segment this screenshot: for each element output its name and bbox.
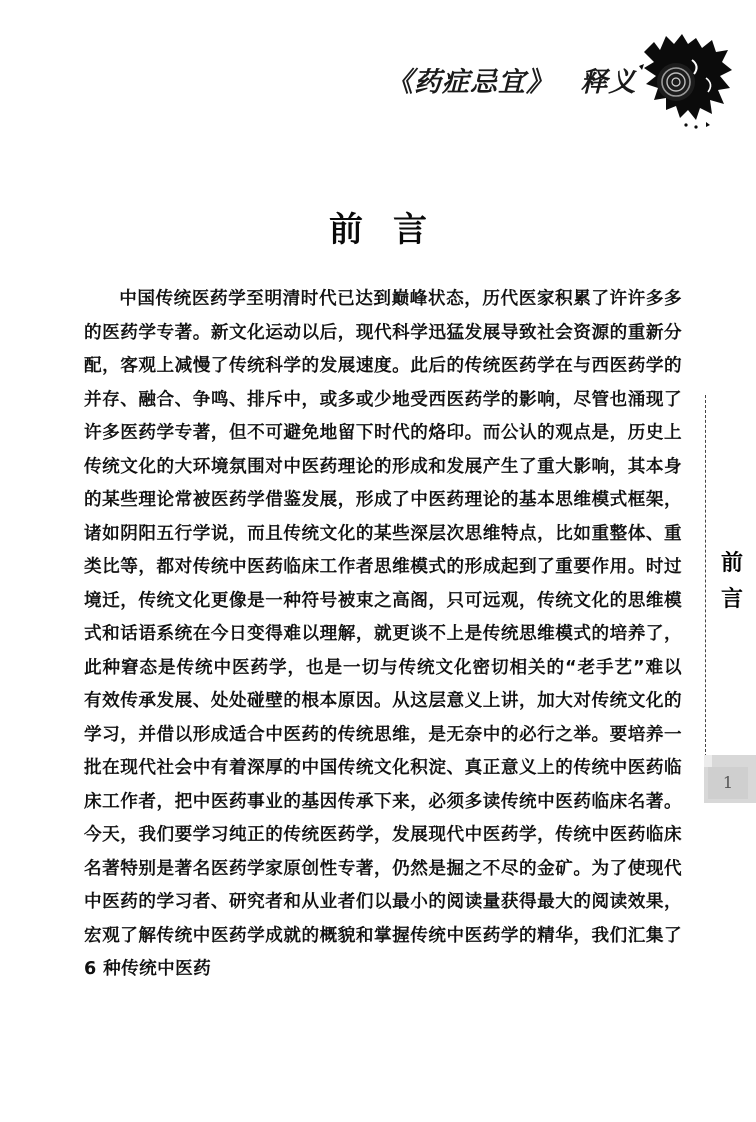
book-title: 《药症忌宜》 bbox=[386, 67, 554, 98]
running-header bbox=[386, 60, 636, 99]
side-section-label: 前言 bbox=[720, 550, 743, 612]
page-number: 1 bbox=[708, 767, 748, 799]
page-tab-notch bbox=[704, 755, 712, 767]
flower-ornament-icon bbox=[636, 30, 734, 130]
side-rule-divider bbox=[705, 395, 706, 757]
page-title: 前言 bbox=[329, 210, 457, 250]
body-paragraph: 中国传统医药学至明清时代已达到巅峰状态，历代医家积累了许许多多的医药学专著。新文化运动以后，现代科学迅猛发展导致社会资源的重新分配，客观上减慢了传统科学的发展速度。此后的传统医药学在与西医药学的并存、融合、争鸣、排斥中，或多或少地受西医药学的影响，尽管也涌现了许多医药学专著，但不可避免地留下时代的烙印。而公认的观点是，历史上传统文化的大环境氛围对中医药理论的形成和发展产生了重大影响，其本身的某些理论常被医药学借鉴发展，形成了中医药理论的基本思维模式框架，诸如阴阳五行学说，而且传统文化的某些深层次思维特点，比如重整体、重类比等，都对传统中医药临床工作者思维模式的形成起到了重要作用。时过境迁，传统文化更像是一种符号被束之高阁，只可远观，传统文化的思维模式和话语系统在今日变得难以理解，就更谈不上是传统思维模式的培养了，此种窘态是传统中医药学，也是一切与传统文化密切相关的“老手艺”难以有效传承发展、处处碰壁的根本原因。从这层意义上讲，加大对传统文化的学习，并借以形成适合中医药的传统思维，是无奈中的必行之举。要培养一批在现代社会中有着深厚的中国传统文化积淀、真正意义上的传统中医药临床工作者，把中医药事业的基因传承下来，必须多读传统中医药临床名著。今天，我们要学习纯正的传统医药学，发展现代中医药学，传统中医药临床名著特别是著名医药学家原创性专著，仍然是掘之不尽的金矿。为了使现代中医药的学习者、研究者和从业者们以最小的阅读量获得最大的阅读效果，宏观了解传统中医药学成就的概貌和掌握传统中医药学的精华，我们汇集了 6 种传统中医药 bbox=[84, 289, 682, 979]
page-number-tab bbox=[704, 755, 756, 803]
book-subtitle: 释义 bbox=[580, 67, 637, 98]
